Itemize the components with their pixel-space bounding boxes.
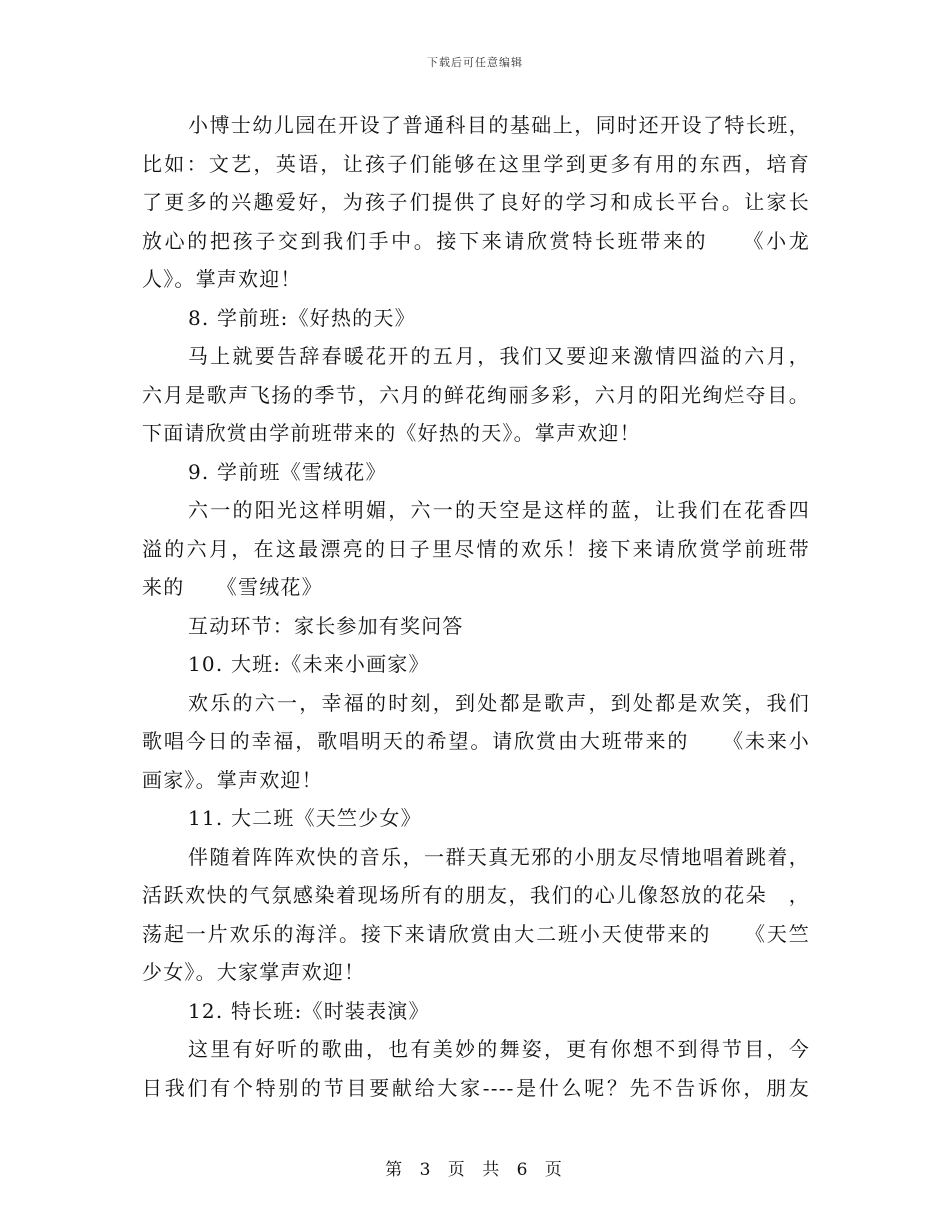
section-heading: 10. 大班:《未来小画家》	[188, 652, 430, 676]
page-number: 第 3 页 共 6 页	[385, 1160, 565, 1180]
text-line: 荡起一片欢乐的海洋。接下来请欣赏由大二班小天使带来的 《天竺	[142, 921, 810, 946]
section-heading: 9. 学前班《雪绒花》	[188, 459, 387, 484]
text-line: 小博士幼儿园在开设了普通科目的基础上，同时还开设了特长班，	[188, 113, 810, 137]
text-line: 少女》。大家掌声欢迎！	[142, 960, 366, 984]
section-heading: 8. 学前班:《好热的天》	[188, 305, 416, 330]
text-line: 溢的六月，在这最漂亮的日子里尽情的欢乐！接下来请欣赏学前班带	[142, 536, 810, 561]
section-heading: 11. 大二班《天竺少女》	[188, 806, 422, 830]
text-line: 人》。掌声欢迎！	[142, 267, 302, 291]
text-line: 放心的把孩子交到我们手中。接下来请欣赏特长班带来的 《小龙	[142, 228, 810, 253]
text-line: 来的 《雪绒花》	[142, 575, 323, 599]
text-line: 伴随着阵阵欢快的音乐，一群天真无邪的小朋友尽情地唱着跳着，	[188, 844, 810, 869]
text-line: 六一的阳光这样明媚，六一的天空是这样的蓝，让我们在花香四	[188, 498, 810, 522]
text-line: 比如：文艺，英语，让孩子们能够在这里学到更多有用的东西，培育	[142, 151, 810, 176]
text-line: 活跃欢快的气氛感染着现场所有的朋友，我们的心儿像怒放的花朵 ，	[142, 883, 810, 907]
page-header: 下载后可任意编辑	[427, 56, 523, 69]
text-line: 了更多的兴趣爱好，为孩子们提供了良好的学习和成长平台。让家长	[142, 190, 810, 214]
text-line: 这里有好听的歌曲，也有美妙的舞姿，更有你想不到得节目，今	[188, 1037, 810, 1061]
text-line: 日我们有个特别的节目要献给大家----是什么呢？先不告诉你，朋友	[142, 1075, 810, 1100]
text-line: 马上就要告辞春暖花开的五月，我们又要迎来激情四溢的六月，	[188, 344, 810, 368]
text-line: 歌唱今日的幸福，歌唱明天的希望。请欣赏由大班带来的 《未来小	[142, 729, 810, 753]
text-line: 欢乐的六一，幸福的时刻，到处都是歌声，到处都是欢笑，我们	[188, 690, 810, 715]
section-heading: 12. 特长班:《时装表演》	[188, 998, 430, 1023]
text-line: 六月是歌声飞扬的季节，六月的鲜花绚丽多彩，六月的阳光绚烂夺目。	[142, 382, 810, 407]
document-body	[142, 106, 810, 1107]
section-heading: 互动环节：家长参加有奖问答	[188, 613, 464, 638]
text-line: 下面请欣赏由学前班带来的《好热的天》。掌声欢迎！	[142, 421, 641, 445]
text-line: 画家》。掌声欢迎！	[142, 767, 323, 792]
